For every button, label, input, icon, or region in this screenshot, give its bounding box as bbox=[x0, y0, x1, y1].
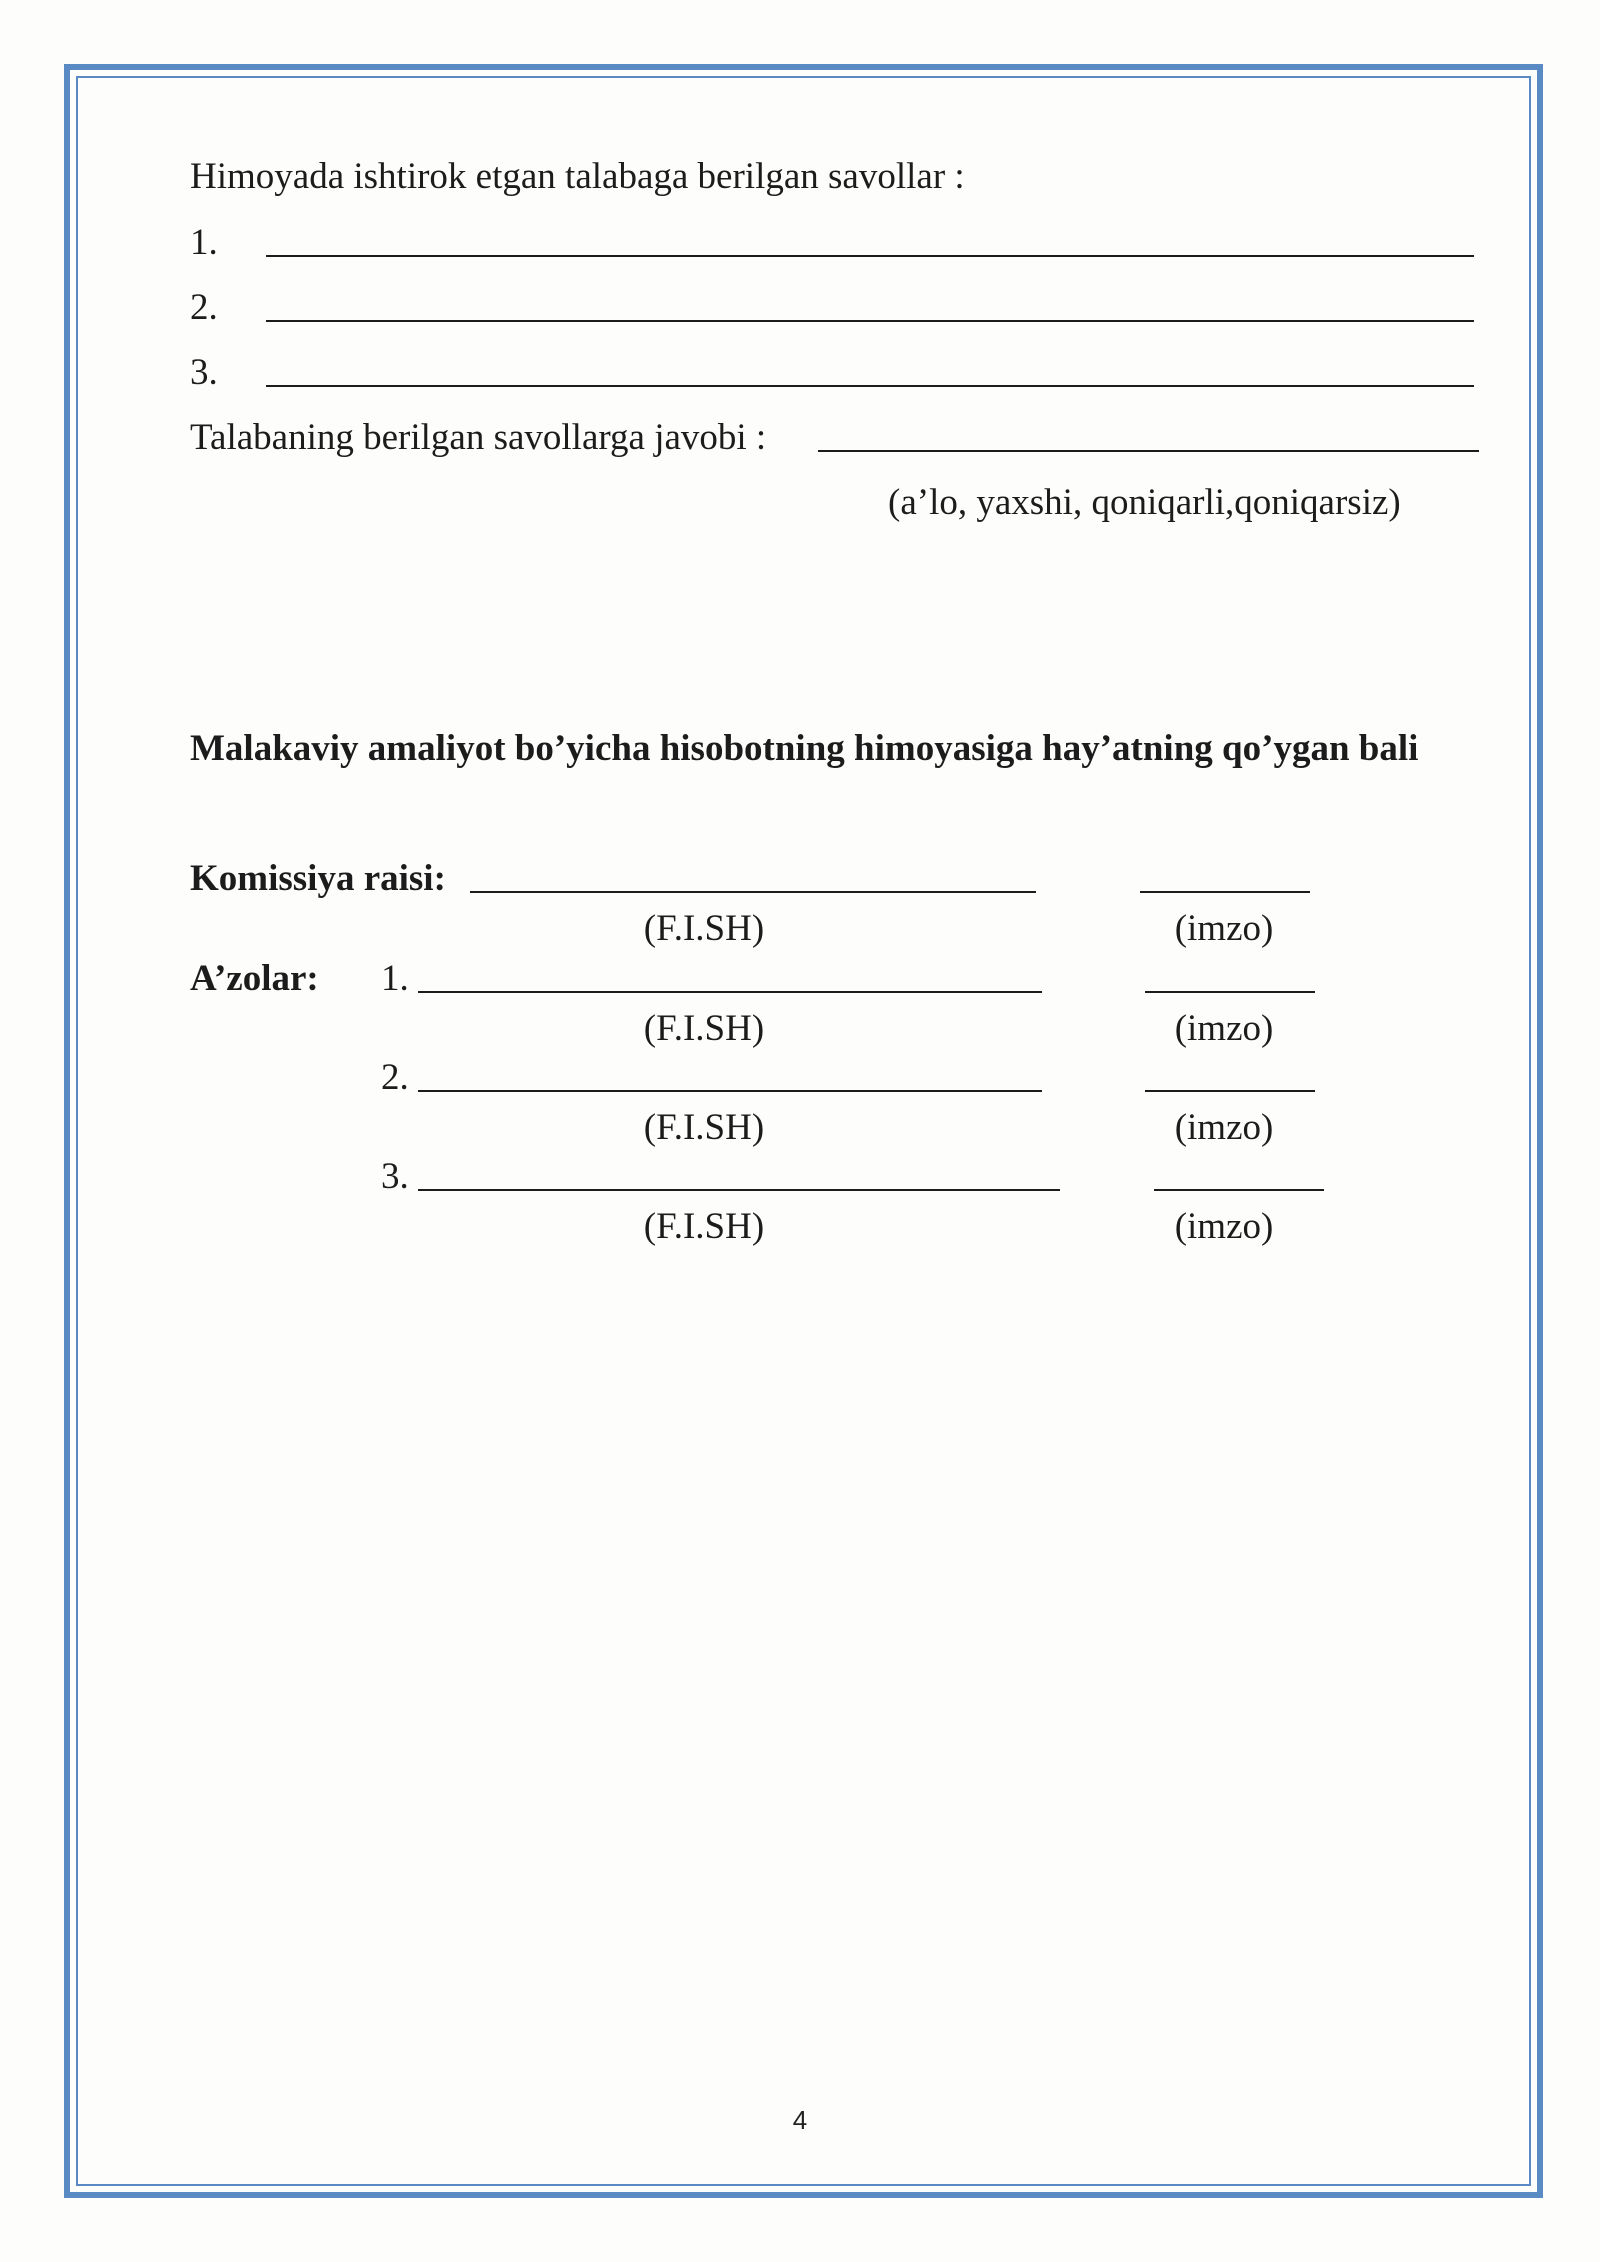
members-label: A’zolar: bbox=[190, 958, 319, 999]
answer-label: Talabaning berilgan savollarga javobi : bbox=[190, 417, 767, 458]
member-3-sign-caption: (imzo) bbox=[1174, 1206, 1274, 1247]
chair-name-line[interactable] bbox=[470, 891, 1036, 893]
member-1-name-caption: (F.I.SH) bbox=[643, 1008, 765, 1049]
score-title: Malakaviy amaliyot bo’yicha hisobotning himoyasiga hay’atning qo’ygan bali bbox=[190, 728, 1419, 769]
member-1-name-line[interactable] bbox=[418, 991, 1042, 993]
member-number-1: 1. bbox=[381, 958, 409, 999]
member-1-signature-line[interactable] bbox=[1145, 991, 1315, 993]
question-answer-line-1[interactable] bbox=[266, 255, 1474, 257]
member-3-name-caption: (F.I.SH) bbox=[643, 1206, 765, 1247]
member-2-name-caption: (F.I.SH) bbox=[643, 1107, 765, 1148]
question-number-2: 2. bbox=[190, 287, 218, 328]
member-number-2: 2. bbox=[381, 1057, 409, 1098]
member-number-3: 3. bbox=[381, 1156, 409, 1197]
question-answer-line-2[interactable] bbox=[266, 320, 1474, 322]
page-number: 4 bbox=[792, 2105, 808, 2135]
member-2-sign-caption: (imzo) bbox=[1174, 1107, 1274, 1148]
question-number-1: 1. bbox=[190, 222, 218, 263]
member-3-signature-line[interactable] bbox=[1154, 1189, 1324, 1191]
chair-sign-caption: (imzo) bbox=[1174, 908, 1274, 949]
member-2-name-line[interactable] bbox=[418, 1090, 1042, 1092]
answer-options-note: (a’lo, yaxshi, qoniqarli,qoniqarsiz) bbox=[888, 482, 1401, 523]
answer-line[interactable] bbox=[818, 450, 1479, 452]
question-number-3: 3. bbox=[190, 352, 218, 393]
chair-name-caption: (F.I.SH) bbox=[643, 908, 765, 949]
questions-heading: Himoyada ishtirok etgan talabaga berilgan savollar : bbox=[190, 156, 965, 197]
member-3-name-line[interactable] bbox=[418, 1189, 1060, 1191]
chair-signature-line[interactable] bbox=[1140, 891, 1310, 893]
member-2-signature-line[interactable] bbox=[1145, 1090, 1315, 1092]
question-answer-line-3[interactable] bbox=[266, 385, 1474, 387]
member-1-sign-caption: (imzo) bbox=[1174, 1008, 1274, 1049]
chair-label: Komissiya raisi: bbox=[190, 858, 446, 899]
